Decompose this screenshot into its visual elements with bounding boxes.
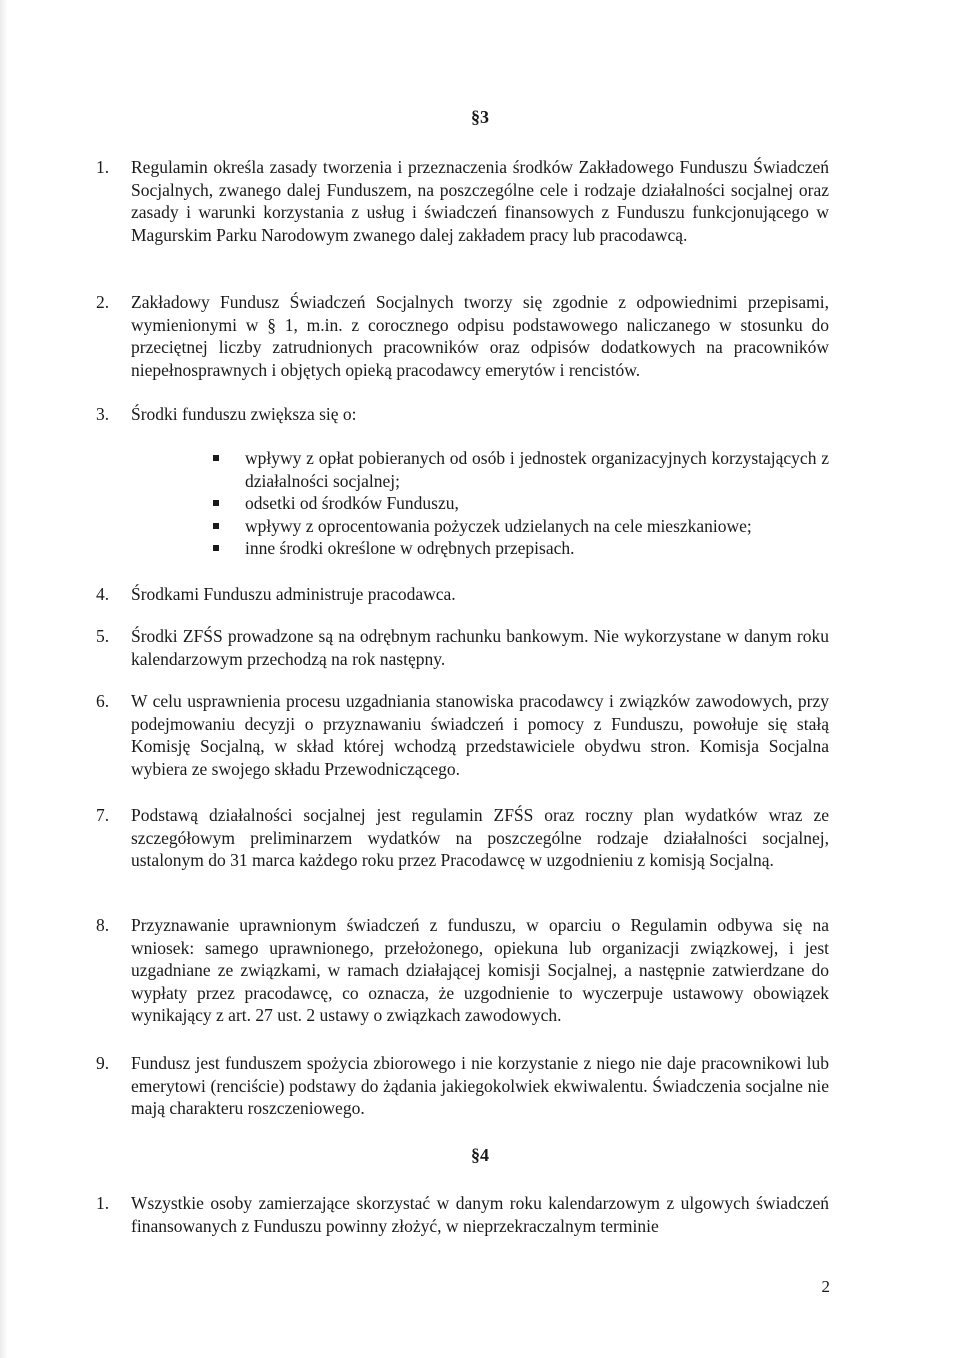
s3-item-5 <box>96 625 829 670</box>
s3-item-3-bullet-list <box>213 447 829 560</box>
item-text: Wszystkie osoby zamierzające skorzystać w danym roku kalendarzowym z ulgowych świadczeń finansowanych z Funduszu powinny złożyć, w nieprzekraczalnym terminie <box>131 1193 829 1236</box>
item-number: 8. <box>96 915 110 935</box>
item-text: Regulamin określa zasady tworzenia i przeznaczenia środków Zakładowego Funduszu Świadczeń Socjalnych, zwanego dalej Funduszem, na poszczególne cele i rodzaje działalności socjalnej oraz zasady i warunki korzystania z usług i świadczeń finansowych z Funduszu funkcjonującego w Magurskim Parku Narodowym zwanego dalej zakładem pracy lub pracodawcą. <box>131 157 829 245</box>
item-number: 7. <box>96 805 110 825</box>
bullet-item: odsetki od środków Funduszu, <box>213 492 829 515</box>
item-number: 2. <box>96 292 110 312</box>
item-text: Podstawą działalności socjalnej jest regulamin ZFŚS oraz roczny plan wydatków wraz ze szczegółowym preliminarzem wydatków na poszczególne rodzaje działalności socjalnej, ustalonym do 31 marca każdego roku przez Pracodawcę w uzgodnieniu z komisją Socjalną. <box>131 805 829 870</box>
item-text: Przyznawanie uprawnionym świadczeń z funduszu, w oparciu o Regulamin odbywa się na wniosek: samego uprawnionego, przełożonego, opiekuna lub organizacji związkowej, i jest uzgadniane ze związkami, w ramach działającej komisji Socjalnej, a następnie zatwierdzane do wypłaty przez pracodawcę, co oznacza, że uzgodnienie to wyczerpuje ustawowy obowiązek wynikający z art. 27 ust. 2 ustawy o związkach zawodowych. <box>131 915 829 1025</box>
item-number: 9. <box>96 1053 110 1073</box>
bullet-item: wpływy z opłat pobieranych od osób i jednostek organizacyjnych korzystających z działalności socjalnej; <box>213 447 829 492</box>
s3-item-1 <box>96 156 829 246</box>
s3-item-2 <box>96 291 829 381</box>
bullet-item: inne środki określone w odrębnych przepisach. <box>213 537 829 560</box>
s3-item-3 <box>96 403 829 426</box>
item-number: 6. <box>96 691 110 711</box>
item-text: Zakładowy Fundusz Świadczeń Socjalnych tworzy się zgodnie z odpowiednimi przepisami, wymienionymi w § 1, m.in. z corocznego odpisu podstawowego naliczanego w stosunku do przeciętnej liczby zatrudnionych pracowników oraz odpisów dodatkowych na pracowników niepełnosprawnych i objętych opieką pracodawcy emerytów i rencistów. <box>131 292 829 380</box>
s4-item-1 <box>96 1192 829 1237</box>
section-4-heading: §4 <box>471 1145 489 1165</box>
item-number: 4. <box>96 584 110 604</box>
bullet-item: wpływy z oprocentowania pożyczek udzielanych na cele mieszkaniowe; <box>213 515 829 538</box>
item-number: 5. <box>96 626 110 646</box>
item-text: Środkami Funduszu administruje pracodawca. <box>131 584 456 604</box>
item-text: W celu usprawnienia procesu uzgadniania stanowiska pracodawcy i związków zawodowych, przy podejmowaniu decyzji o przyznawaniu świadczeń i pomocy z Funduszu, powołuje się stałą Komisję Socjalną, w skład której wchodzą przedstawiciele obydwu stron. Komisja Socjalna wybiera ze swojego składu Przewodniczącego. <box>131 691 829 779</box>
item-number: 1. <box>96 157 110 177</box>
s3-item-9 <box>96 1052 829 1120</box>
s3-item-4 <box>96 583 829 606</box>
s3-item-7 <box>96 804 829 872</box>
s3-item-6 <box>96 690 829 780</box>
s3-item-8 <box>96 914 829 1027</box>
item-number: 3. <box>96 404 110 424</box>
section-3-heading: §3 <box>471 107 489 127</box>
page-number: 2 <box>821 1277 830 1296</box>
item-text: Środki funduszu zwiększa się o: <box>131 404 357 424</box>
item-number: 1. <box>96 1193 110 1213</box>
item-text: Środki ZFŚS prowadzone są na odrębnym rachunku bankowym. Nie wykorzystane w danym roku kalendarzowym przechodzą na rok następny. <box>131 626 829 669</box>
item-text: Fundusz jest funduszem spożycia zbiorowego i nie korzystanie z niego nie daje pracownikowi lub emerytowi (renciście) podstawy do żądania jakiegokolwiek ekwiwalentu. Świadczenia socjalne nie mają charakteru roszczeniowego. <box>131 1053 829 1118</box>
